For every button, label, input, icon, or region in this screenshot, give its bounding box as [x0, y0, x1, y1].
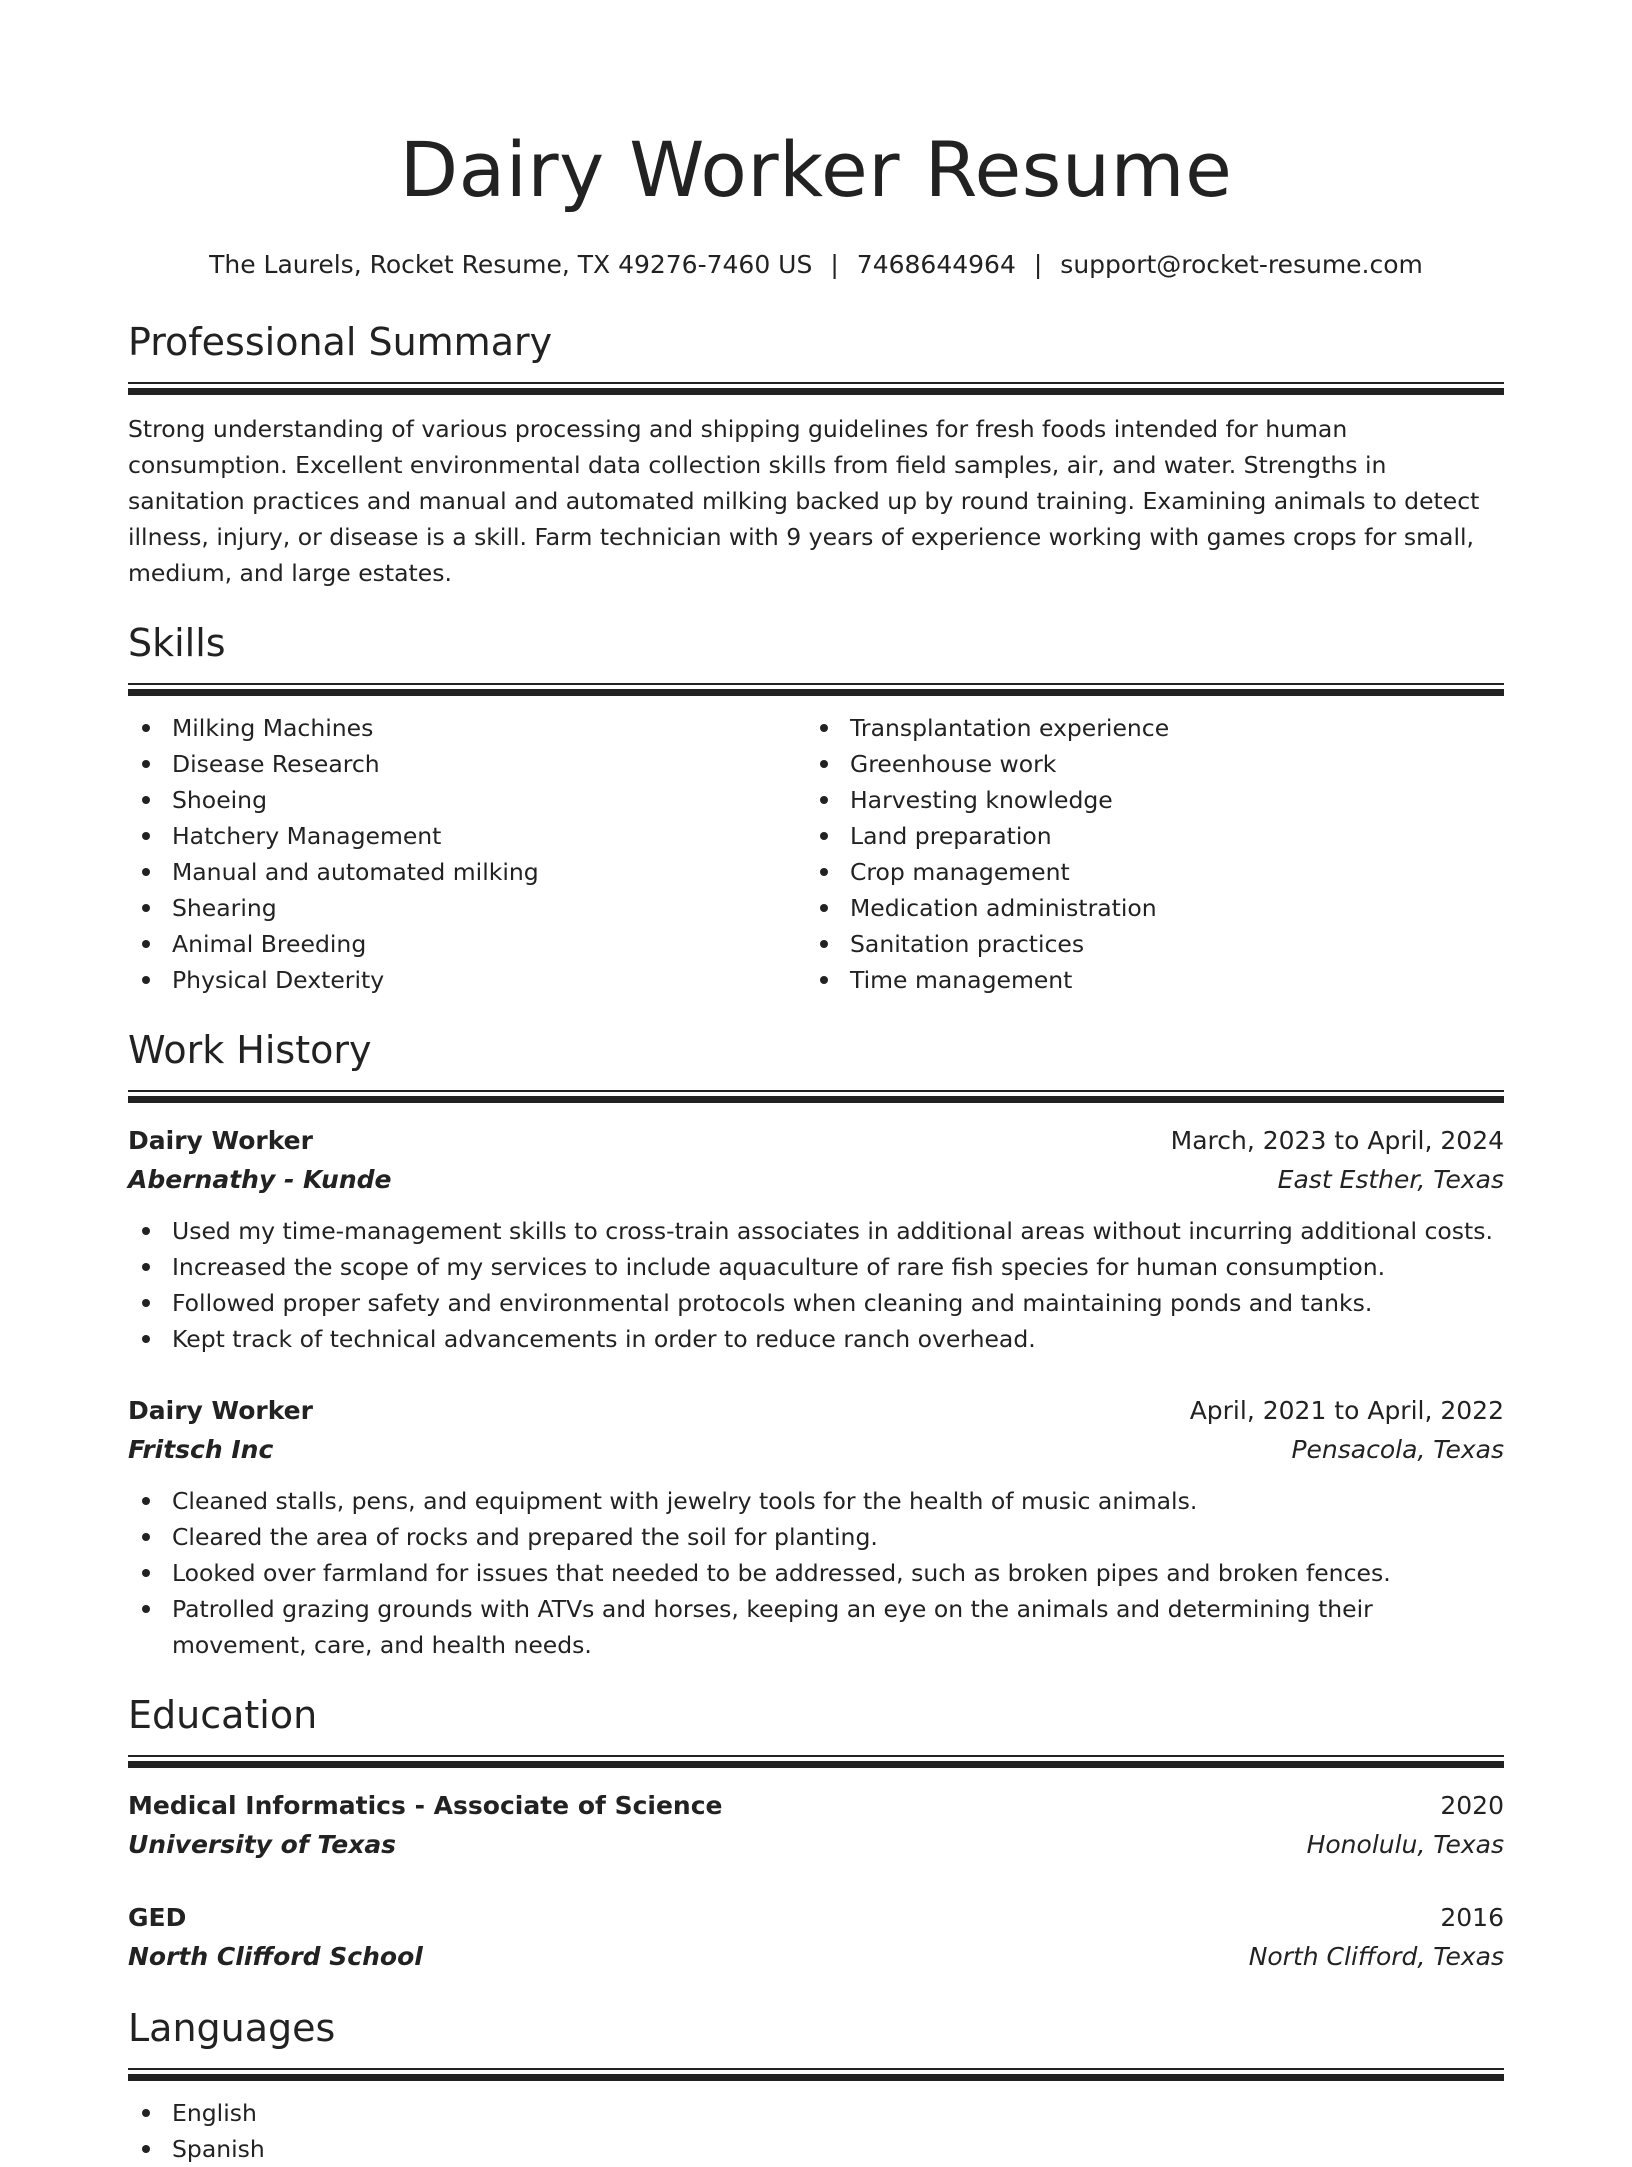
education-location: Honolulu, Texas	[1306, 1830, 1504, 1859]
section-divider	[128, 382, 1504, 395]
job-location: Pensacola, Texas	[1291, 1435, 1504, 1464]
education-degree: GED	[128, 1903, 187, 1932]
contact-address: The Laurels, Rocket Resume, TX 49276-7460 US	[209, 250, 813, 279]
skills-heading: Skills	[128, 621, 226, 665]
language-item: Spanish	[128, 2131, 1504, 2167]
section-divider	[128, 1090, 1504, 1103]
job-duty: Kept track of technical advancements in order to reduce ranch overhead.	[128, 1321, 1504, 1357]
summary-heading: Professional Summary	[128, 320, 553, 364]
education-degree: Medical Informatics - Associate of Science	[128, 1791, 723, 1820]
contact-separator: |	[1033, 250, 1043, 279]
job-dates: April, 2021 to April, 2022	[1189, 1396, 1504, 1425]
education-year: 2020	[1440, 1791, 1504, 1820]
job-entry	[128, 1391, 1504, 1663]
section-divider	[128, 683, 1504, 696]
languages-heading: Languages	[128, 2006, 336, 2050]
skill-item: Manual and automated milking	[128, 854, 806, 890]
summary-section-header	[128, 316, 1504, 395]
skill-item: Hatchery Management	[128, 818, 806, 854]
skill-item: Harvesting knowledge	[806, 782, 1484, 818]
education-school: University of Texas	[128, 1830, 397, 1859]
job-company: Abernathy - Kunde	[128, 1165, 392, 1194]
skills-column-left	[128, 710, 806, 998]
skill-item: Time management	[806, 962, 1484, 998]
job-duties	[128, 1483, 1504, 1663]
job-duty: Increased the scope of my services to include aquaculture of rare fish species for human consumption.	[128, 1249, 1504, 1285]
job-title: Dairy Worker	[128, 1396, 313, 1425]
skill-item: Medication administration	[806, 890, 1484, 926]
skill-item: Greenhouse work	[806, 746, 1484, 782]
skill-item: Transplantation experience	[806, 710, 1484, 746]
resume-page	[128, 0, 1504, 2167]
work-heading: Work History	[128, 1028, 372, 1072]
skill-item: Physical Dexterity	[128, 962, 806, 998]
summary-text: Strong understanding of various processing and shipping guidelines for fresh foods intended for human consumption. Excellent environmental data collection skills from field samples, air, and water. Strengths in sanitation practices and manual and automated milking backed up by round training. Examining animals to detect illness, injury, or disease is a skill. Farm technician with 9 years of experience working with games crops for small, medium, and large estates.	[128, 415, 1480, 587]
skill-item: Animal Breeding	[128, 926, 806, 962]
contact-email[interactable]: support@rocket-resume.com	[1060, 250, 1423, 279]
language-item: English	[128, 2095, 1504, 2131]
education-school: North Clifford School	[128, 1942, 423, 1971]
contact-separator: |	[830, 250, 839, 279]
skills-list	[128, 710, 1504, 998]
contact-line	[128, 248, 1504, 282]
resume-title: Dairy Worker Resume	[399, 125, 1233, 214]
skill-item: Land preparation	[806, 818, 1484, 854]
languages-list	[128, 2095, 1504, 2167]
section-divider	[128, 1755, 1504, 1768]
job-company: Fritsch Inc	[128, 1435, 274, 1464]
skill-item: Milking Machines	[128, 710, 806, 746]
skills-column-right	[806, 710, 1484, 998]
skills-section-header	[128, 617, 1504, 696]
education-year: 2016	[1440, 1903, 1504, 1932]
job-duty: Patrolled grazing grounds with ATVs and horses, keeping an eye on the animals and determining their movement, care, and health needs.	[128, 1591, 1504, 1663]
job-duty: Used my time-management skills to cross-train associates in additional areas without incurring additional costs.	[128, 1213, 1504, 1249]
job-title: Dairy Worker	[128, 1126, 313, 1155]
education-location: North Clifford, Texas	[1248, 1942, 1504, 1971]
languages-section-header	[128, 2002, 1504, 2081]
job-duties	[128, 1213, 1504, 1357]
job-location: East Esther, Texas	[1277, 1165, 1504, 1194]
education-heading: Education	[128, 1693, 318, 1737]
education-section-header	[128, 1689, 1504, 1768]
skill-item: Shearing	[128, 890, 806, 926]
job-duty: Followed proper safety and environmental protocols when cleaning and maintaining ponds and tanks.	[128, 1285, 1504, 1321]
contact-phone: 7468644964	[856, 250, 1016, 279]
job-duty: Cleared the area of rocks and prepared the soil for planting.	[128, 1519, 1504, 1555]
job-duty: Looked over farmland for issues that needed to be addressed, such as broken pipes and broken fences.	[128, 1555, 1504, 1591]
job-duty: Cleaned stalls, pens, and equipment with jewelry tools for the health of music animals.	[128, 1483, 1504, 1519]
job-dates: March, 2023 to April, 2024	[1170, 1126, 1504, 1155]
job-entry	[128, 1121, 1504, 1357]
skill-item: Sanitation practices	[806, 926, 1484, 962]
skill-item: Shoeing	[128, 782, 806, 818]
skill-item: Disease Research	[128, 746, 806, 782]
work-section-header	[128, 1024, 1504, 1103]
section-divider	[128, 2068, 1504, 2081]
education-entry	[128, 1786, 1504, 1864]
education-entry	[128, 1898, 1504, 1976]
skill-item: Crop management	[806, 854, 1484, 890]
